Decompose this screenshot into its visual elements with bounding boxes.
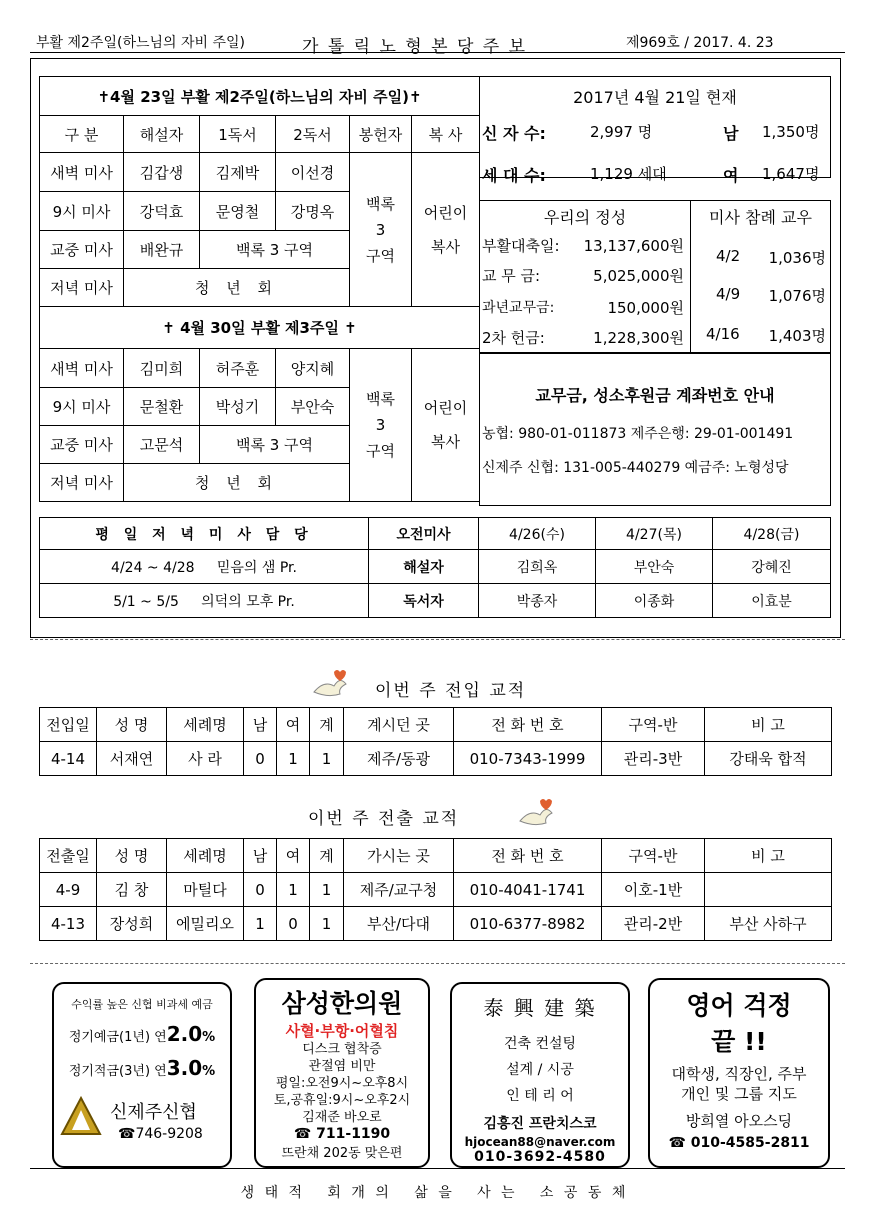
commentator: 문철환: [124, 388, 200, 426]
cell: 0: [277, 907, 310, 941]
ad-credit-union: [52, 982, 232, 1168]
cell: 마틸다: [167, 873, 244, 907]
households-label: 세 대 수:: [482, 166, 546, 185]
role-label: 독서자: [369, 584, 479, 618]
offering-label: 부활대축일:: [482, 237, 560, 255]
ad-owner: 김흥진 프란치스코: [483, 1116, 597, 1132]
cell: 010-7343-1999: [454, 742, 602, 776]
offer-line: 백록: [366, 390, 395, 408]
attendance-count: 1,076명: [768, 287, 826, 305]
ad-email: hjocean88@naver.com: [464, 1135, 616, 1149]
mass-name: 교중 미사: [40, 231, 124, 269]
ad-line: 평일:오전9시~오후8시: [275, 1076, 409, 1091]
offering-label: 2차 헌금:: [482, 329, 545, 347]
weekday-group: 의덕의 모후 Pr.: [201, 593, 295, 610]
male-label: 남: [723, 124, 739, 143]
ad-title: 영어 걱정: [686, 991, 792, 1020]
table-row: [40, 907, 832, 941]
offertory-group: [350, 349, 412, 502]
commentator: 김갑생: [124, 153, 200, 192]
accounts-line1: 농협: 980-01-011873 제주은행: 29-01-001491: [482, 426, 794, 442]
week1-title: ✝4월 23일 부활 제2주일(하느님의 자비 주일)✝: [40, 77, 480, 116]
ad-name: 방희열 아오스딩: [685, 1112, 793, 1130]
footer-motto: 생 태 적 회 개 의 삶 을 사 는 소 공 동 체: [240, 1185, 629, 1201]
col-header: 비 고: [705, 839, 832, 873]
ad-name: 泰 興 建 築: [483, 996, 597, 1020]
cell: 이호-1반: [602, 873, 705, 907]
reader2: 양지혜: [276, 349, 350, 388]
ad-line: 인 테 리 어: [506, 1088, 574, 1104]
cell: 장성희: [97, 907, 167, 941]
weekday-mass-table: [39, 517, 831, 618]
cell: 제주/교구청: [344, 873, 454, 907]
cell: 1: [277, 742, 310, 776]
col-header: 1독서: [200, 116, 276, 153]
morning-name: 강혜진: [713, 550, 831, 584]
transfer-out-table: [39, 838, 832, 941]
cell: 1: [244, 907, 277, 941]
attendance-date: 4/16: [706, 325, 740, 343]
weekday-group: 믿음의 샘 Pr.: [216, 559, 297, 576]
parish-statistics: [479, 76, 831, 185]
cell: 관리-3반: [602, 742, 705, 776]
believers-count: 2,997 명: [590, 123, 653, 141]
morning-date: 4/28(금): [713, 518, 831, 550]
col-header: 세례명: [167, 839, 244, 873]
col-header: 계: [310, 839, 344, 873]
morning-name: 김희옥: [479, 550, 596, 584]
cell: 부산 사하구: [705, 907, 832, 941]
morning-name: 박종자: [479, 584, 596, 618]
col-header: 성 명: [97, 708, 167, 742]
rate-label: 정기예금(1년) 연: [68, 1030, 167, 1045]
ad-line: 설계 / 시공: [506, 1062, 574, 1078]
believers-label: 신 자 수:: [482, 124, 546, 143]
col-header: 계시던 곳: [344, 708, 454, 742]
rate-value: 3.0: [166, 1056, 203, 1080]
ad-line: 대학생, 직장인, 주부: [671, 1065, 807, 1083]
col-header: 해설자: [124, 116, 200, 153]
cell: 1: [277, 873, 310, 907]
cell: [705, 873, 832, 907]
offer-line: 구역: [366, 246, 395, 265]
cell: 사 라: [167, 742, 244, 776]
mass-name: 새벽 미사: [40, 153, 124, 192]
col-header: 봉헌자: [350, 116, 412, 153]
rate-value: 2.0: [166, 1022, 203, 1046]
col-header: 계: [310, 708, 344, 742]
cell: 제주/동광: [344, 742, 454, 776]
altar-servers: [412, 153, 480, 307]
attendance-title: 미사 참례 교우: [709, 208, 812, 227]
ad-line: 토,공휴일:9시~오후2시: [273, 1093, 411, 1108]
col-header: 전 화 번 호: [454, 708, 602, 742]
rate-unit: %: [202, 1064, 216, 1079]
transfer-in-title: 이번 주 전입 교적: [375, 681, 527, 701]
cell: 부산/다대: [344, 907, 454, 941]
ad-rate-line: [54, 1056, 230, 1080]
ad-clinic: [254, 978, 430, 1168]
ad-rate-line: [54, 1022, 230, 1046]
dove-heart-icon: [310, 666, 350, 704]
ad-title: 끝 !!: [711, 1027, 767, 1056]
offering-attendance-box: [479, 200, 831, 354]
weekday-row: [40, 550, 369, 584]
offer-line: 백록: [366, 194, 395, 213]
col-header: 비 고: [705, 708, 832, 742]
offer-line: 3: [375, 416, 386, 434]
commentator: 김미희: [124, 349, 200, 388]
col-header: 전입일: [40, 708, 97, 742]
offering-amount: 13,137,600원: [583, 237, 684, 255]
col-header: 남: [244, 708, 277, 742]
morning-date: 4/26(수): [479, 518, 596, 550]
cell: 4-14: [40, 742, 97, 776]
offering-amount: 150,000원: [607, 299, 684, 317]
transfer-out-title: 이번 주 전출 교적: [308, 809, 460, 829]
footer-rule: [30, 1168, 845, 1169]
ad-construction: [450, 982, 630, 1168]
col-header: 복 사: [412, 116, 480, 153]
dove-heart-icon: [516, 795, 556, 833]
cell: 4-9: [40, 873, 97, 907]
ad-phone: ☎ 010-4585-2811: [668, 1135, 810, 1151]
cell: 0: [244, 742, 277, 776]
server-line: 복사: [431, 237, 460, 256]
col-header: 구역-반: [602, 839, 705, 873]
weekday-dates: 4/24 ~ 4/28: [111, 559, 195, 576]
ad-line: 김재준 바오로: [302, 1110, 382, 1125]
altar-servers: [412, 349, 480, 502]
offering-label: 교 무 금:: [482, 267, 541, 285]
cell: 김 창: [97, 873, 167, 907]
table-row: [40, 873, 832, 907]
account-info: [479, 352, 831, 506]
mass-name: 저녁 미사: [40, 269, 124, 307]
commentator: 고문석: [124, 426, 200, 464]
attendance-count: 1,403명: [768, 327, 826, 345]
ad-phone: 010-3692-4580: [474, 1149, 606, 1165]
female-label: 여: [723, 166, 739, 185]
morning-date: 4/27(목): [596, 518, 713, 550]
commentator: 강덕효: [124, 192, 200, 231]
evening-group: 청 년 회: [124, 269, 350, 307]
col-header: 구역-반: [602, 708, 705, 742]
commentator: 배완규: [124, 231, 200, 269]
ad-address: 뜨란채 202동 맞은편: [281, 1146, 403, 1161]
offer-line: 구역: [366, 442, 395, 460]
offering-label: 과년교무금:: [482, 300, 555, 316]
households-count: 1,129 세대: [590, 165, 667, 183]
issue-number: 제969호 / 2017. 4. 23: [626, 35, 774, 51]
bulletin-title: 가 톨 릭 노 형 본 당 주 보: [302, 37, 528, 57]
ad-tagline: 수익률 높은 신협 비과세 예금: [71, 998, 213, 1011]
male-count: 1,350명: [762, 123, 820, 141]
ad-name: 삼성한의원: [281, 989, 403, 1018]
rate-label: 정기적금(3년) 연: [68, 1064, 167, 1079]
stats-date: 2017년 4월 21일 현재: [573, 88, 737, 107]
accounts-line2: 신제주 신협: 131-005-440279 예금주: 노형성당: [482, 460, 789, 476]
cell: 1: [310, 873, 344, 907]
mass-name: 9시 미사: [40, 388, 124, 426]
ad-line: 개인 및 그룹 지도: [681, 1085, 797, 1103]
bulletin-header: [30, 30, 845, 57]
offering-amount: 5,025,000원: [593, 267, 684, 285]
reader2: 이선경: [276, 153, 350, 192]
role-label: 해설자: [369, 550, 479, 584]
col-header: 2독서: [276, 116, 350, 153]
ad-english-tutor: [648, 978, 830, 1168]
weekday-dates: 5/1 ~ 5/5: [113, 593, 179, 610]
server-line: 복사: [431, 433, 460, 451]
mass-name: 9시 미사: [40, 192, 124, 231]
rate-unit: %: [202, 1030, 216, 1045]
morning-title: 오전미사: [369, 518, 479, 550]
readers-group: 백록 3 구역: [200, 426, 350, 464]
col-header: 전출일: [40, 839, 97, 873]
reader1: 박성기: [200, 388, 276, 426]
offering-amount: 1,228,300원: [593, 329, 684, 347]
col-header: 세례명: [167, 708, 244, 742]
cell: 서재연: [97, 742, 167, 776]
table-row: [40, 742, 832, 776]
female-count: 1,647명: [762, 165, 820, 183]
weekday-title: 평 일 저 녁 미 사 담 당: [40, 518, 369, 550]
evening-group: 청 년 회: [124, 464, 350, 502]
attendance-count: 1,036명: [768, 249, 826, 267]
ad-line: 디스크 협착증: [302, 1042, 382, 1057]
liturgical-day: 부활 제2주일(하느님의 자비 주일): [36, 35, 245, 51]
morning-name: 이종화: [596, 584, 713, 618]
col-header: 가시는 곳: [344, 839, 454, 873]
mass-name: 교중 미사: [40, 426, 124, 464]
attendance-date: 4/9: [716, 285, 741, 303]
readers-group: 백록 3 구역: [200, 231, 350, 269]
cell: 에밀리오: [167, 907, 244, 941]
cell: 1: [310, 907, 344, 941]
ad-line: 건축 컨설팅: [503, 1036, 577, 1052]
transfer-in-table: [39, 707, 832, 776]
cell: 4-13: [40, 907, 97, 941]
col-header: 성 명: [97, 839, 167, 873]
divider: [30, 963, 845, 964]
offertory-group: [350, 153, 412, 307]
cell: 강태욱 합적: [705, 742, 832, 776]
cell: 1: [310, 742, 344, 776]
ad-name: 신제주신협: [110, 1102, 197, 1123]
morning-name: 이효분: [713, 584, 831, 618]
ad-brand: [54, 1092, 230, 1148]
credit-union-logo-icon: [58, 1094, 104, 1140]
col-header: 남: [244, 839, 277, 873]
reader1: 문영철: [200, 192, 276, 231]
mass-name: 저녁 미사: [40, 464, 124, 502]
offer-line: 3: [375, 220, 386, 239]
attendance-date: 4/2: [716, 247, 741, 265]
ad-line: 관절염 비만: [308, 1059, 376, 1074]
cell: 010-6377-8982: [454, 907, 602, 941]
mass-name: 새벽 미사: [40, 349, 124, 388]
server-line: 어린이: [423, 399, 468, 417]
divider: [30, 639, 845, 640]
cell: 010-4041-1741: [454, 873, 602, 907]
reader2: 강명옥: [276, 192, 350, 231]
cell: 0: [244, 873, 277, 907]
col-header: 전 화 번 호: [454, 839, 602, 873]
reader2: 부안숙: [276, 388, 350, 426]
col-header: 여: [277, 839, 310, 873]
col-header: 구 분: [40, 116, 124, 153]
offering-title: 우리의 정성: [543, 208, 627, 227]
ad-phone: ☎ 711-1190: [293, 1126, 391, 1142]
morning-name: 부안숙: [596, 550, 713, 584]
reader1: 허주훈: [200, 349, 276, 388]
mass-schedule-table: [39, 76, 480, 502]
weekday-row: [40, 584, 369, 618]
ad-phone: ☎746-9208: [118, 1126, 203, 1142]
week2-title: ✝ 4월 30일 부활 제3주일 ✝: [40, 307, 480, 349]
ad-subtitle: 사혈·부항·어혈침: [285, 1022, 399, 1040]
col-header: 여: [277, 708, 310, 742]
reader1: 김제박: [200, 153, 276, 192]
cell: 관리-2반: [602, 907, 705, 941]
server-line: 어린이: [423, 203, 468, 222]
accounts-title: 교무금, 성소후원금 계좌번호 안내: [535, 386, 775, 405]
